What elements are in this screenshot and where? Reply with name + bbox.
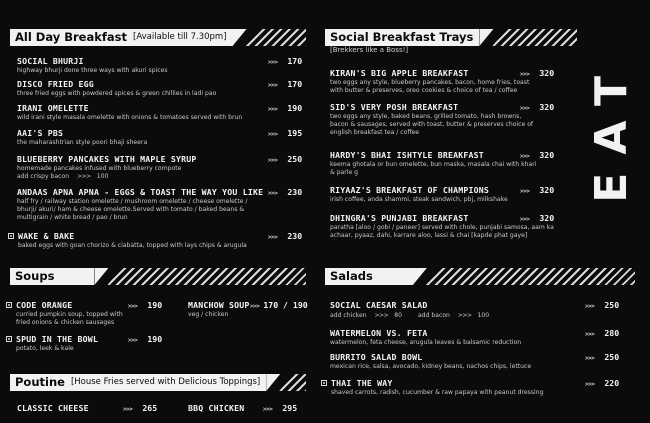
breakfast-header xyxy=(10,29,306,46)
item-name: THAI THE WAY xyxy=(331,378,393,388)
item-name: SPUD IN THE BOWL xyxy=(16,334,99,344)
menu-item xyxy=(17,187,279,222)
item-price: >>> 220 xyxy=(585,378,620,388)
salads-title: Salads xyxy=(330,269,373,283)
menu-item xyxy=(330,185,540,204)
veg-icon xyxy=(8,233,14,239)
item-name: BURRITO SALAD BOWL xyxy=(330,352,423,362)
menu-item xyxy=(188,403,244,413)
item-desc: two eggs any style, baked beans, grilled tomato, hash browns, bacon & sausages, served with toast, butter & preserves choice of english breakfast tea / coffee xyxy=(330,113,534,136)
menu-item xyxy=(8,231,270,250)
header-hatch xyxy=(107,268,306,285)
item-name: HARDY'S BHAI ISHTYLE BREAKFAST xyxy=(330,150,484,160)
item-desc: three fried eggs with powdered spices & green chillies in ladi pao xyxy=(17,90,217,97)
item-addon: add chicken >>> 80 add bacon >>> 100 xyxy=(330,312,490,319)
menu-item xyxy=(6,300,136,327)
item-price: >>> 295 xyxy=(263,403,298,413)
item-desc: potato, leek & kale xyxy=(16,345,74,352)
item-desc: homemade pancakes infused with blueberry compote xyxy=(17,165,182,172)
eat-banner xyxy=(586,30,636,230)
item-price: >>> 320 xyxy=(520,68,555,78)
item-name: WATERMELON VS. FETA xyxy=(330,328,428,338)
menu-item xyxy=(330,352,570,371)
item-desc: baked eggs with goan chorizo & ciabatta, topped with lays chips & arugula xyxy=(18,242,247,249)
item-name: MANCHOW SOUP xyxy=(188,300,250,310)
item-name: AAI'S PBS xyxy=(17,128,64,138)
item-price: >>> 190 xyxy=(268,103,303,113)
item-desc: half fry / railway station omelette / mushroom omelette / cheese omelette / bhurji/ akuri/ ham & cheese omelette.Served with tomato / baked beans & multigrain / white bread / pao / brun xyxy=(17,198,248,221)
poutine-header xyxy=(10,374,306,391)
item-desc: shaved carrots, radish, cucumber & raw papaya with peanut dressing xyxy=(331,389,544,396)
item-price: >>> 320 xyxy=(520,102,555,112)
item-name: ANDAAS APNA APNA - EGGS & TOAST THE WAY YOU LIKE xyxy=(17,187,264,197)
menu-item xyxy=(17,103,267,122)
menu-item xyxy=(17,154,267,181)
header-hatch xyxy=(492,29,577,46)
veg-icon xyxy=(6,336,12,342)
item-name: CLASSIC CHEESE xyxy=(17,403,89,413)
item-desc: paratha [aloo / gobi / paneer] served with chole, punjabi samosa, aam ka achaar, pyaaz, dahi, karrare aloo, lassi & chai [kapde phat gaye] xyxy=(330,224,554,239)
item-desc: highway bhurji done three ways with akuri spices xyxy=(17,67,168,74)
breakfast-title: All Day Breakfast xyxy=(15,30,127,44)
item-name: CODE ORANGE xyxy=(16,300,73,310)
item-price: >>> 320 xyxy=(520,150,555,160)
soups-title: Soups xyxy=(15,269,55,283)
item-name: SID'S VERY POSH BREAKFAST xyxy=(330,102,459,112)
menu-item xyxy=(17,128,267,147)
poutine-subtitle: [House Fries served with Delicious Toppings] xyxy=(70,377,261,387)
menu-item xyxy=(330,102,540,137)
soups-header xyxy=(10,268,306,285)
poutine-title: Poutine xyxy=(15,375,65,389)
item-price: >>> 320 xyxy=(520,185,555,195)
menu-item xyxy=(330,150,540,177)
eat-text: EAT xyxy=(585,57,637,203)
menu-item xyxy=(321,378,583,397)
item-name: RIYAAZ'S BREAKFAST OF CHAMPIONS xyxy=(330,185,490,195)
trays-subtitle: [Brekkers like a Boss!] xyxy=(330,46,409,54)
item-price: >>> 250 xyxy=(268,154,303,164)
menu-item xyxy=(17,79,267,98)
trays-header xyxy=(325,29,577,46)
item-price: >>> 170 / 190 xyxy=(250,300,308,310)
item-name: KIRAN'S BIG APPLE BREAKFAST xyxy=(330,68,469,78)
item-addon: add crispy bacon >>> 100 xyxy=(17,173,109,180)
item-price: >>> 250 xyxy=(585,352,620,362)
item-name: IRANI OMELETTE xyxy=(17,103,89,113)
item-name: BLUEBERRY PANCAKES WITH MAPLE SYRUP xyxy=(17,154,197,164)
header-hatch xyxy=(426,268,635,285)
menu-item xyxy=(330,328,570,347)
item-price: >>> 190 xyxy=(128,334,163,344)
header-hatch xyxy=(279,374,306,391)
veg-icon xyxy=(6,302,12,308)
item-desc: watermelon, feta cheese, arugula leaves & balsamic reduction xyxy=(330,339,522,346)
item-name: SOCIAL CAESAR SALAD xyxy=(330,300,428,310)
menu-item xyxy=(17,403,89,413)
item-desc: the maharashtrian style poori bhaji sheera xyxy=(17,139,148,146)
item-desc: irish coffee, anda shammi, steak sandwich, pbj, milkshake xyxy=(330,196,508,203)
item-price: >>> 280 xyxy=(585,328,620,338)
item-desc: veg / chicken xyxy=(188,311,229,318)
item-price: >>> 230 xyxy=(268,187,303,197)
menu-item xyxy=(330,300,550,320)
menu-item xyxy=(17,56,267,75)
item-desc: curried pumpkin soup, topped with fried onions & chicken sausages xyxy=(16,311,123,326)
item-desc: two eggs any style, blueberry pancakes, bacon, home fries, toast with butter & preserves, oreo cookies & choice of tea / coffee xyxy=(330,79,530,94)
item-name: SOCIAL BHURJI xyxy=(17,56,84,66)
item-desc: mexican rice, salsa, avocado, kidney beans, nachos chips, lettuce xyxy=(330,363,532,370)
header-hatch xyxy=(246,29,306,46)
item-price: >>> 250 xyxy=(585,300,620,310)
item-price: >>> 195 xyxy=(268,128,303,138)
item-desc: keema ghotala or bun omelette, bun maska, masala chai with khari & parle g xyxy=(330,161,537,176)
item-name: DISCO FRIED EGG xyxy=(17,79,94,89)
salads-header xyxy=(325,268,635,285)
item-price: >>> 265 xyxy=(123,403,158,413)
item-price: >>> 230 xyxy=(268,231,303,241)
item-name: WAKE & BAKE xyxy=(18,231,75,241)
item-price: >>> 170 xyxy=(268,79,303,89)
item-desc: wild irani style masala omelette with onions & tomatoes served with brun xyxy=(17,114,243,121)
item-price: >>> 190 xyxy=(128,300,163,310)
breakfast-subtitle: [Available till 7.30pm] xyxy=(133,32,227,42)
item-price: >>> 320 xyxy=(520,213,555,223)
item-price: >>> 170 xyxy=(268,56,303,66)
veg-icon xyxy=(321,380,327,386)
menu-item xyxy=(330,68,540,95)
item-name: BBQ CHICKEN xyxy=(188,403,245,413)
trays-title: Social Breakfast Trays xyxy=(330,30,474,44)
item-name: DHINGRA'S PUNJABI BREAKFAST xyxy=(330,213,469,223)
menu-item xyxy=(6,334,136,353)
